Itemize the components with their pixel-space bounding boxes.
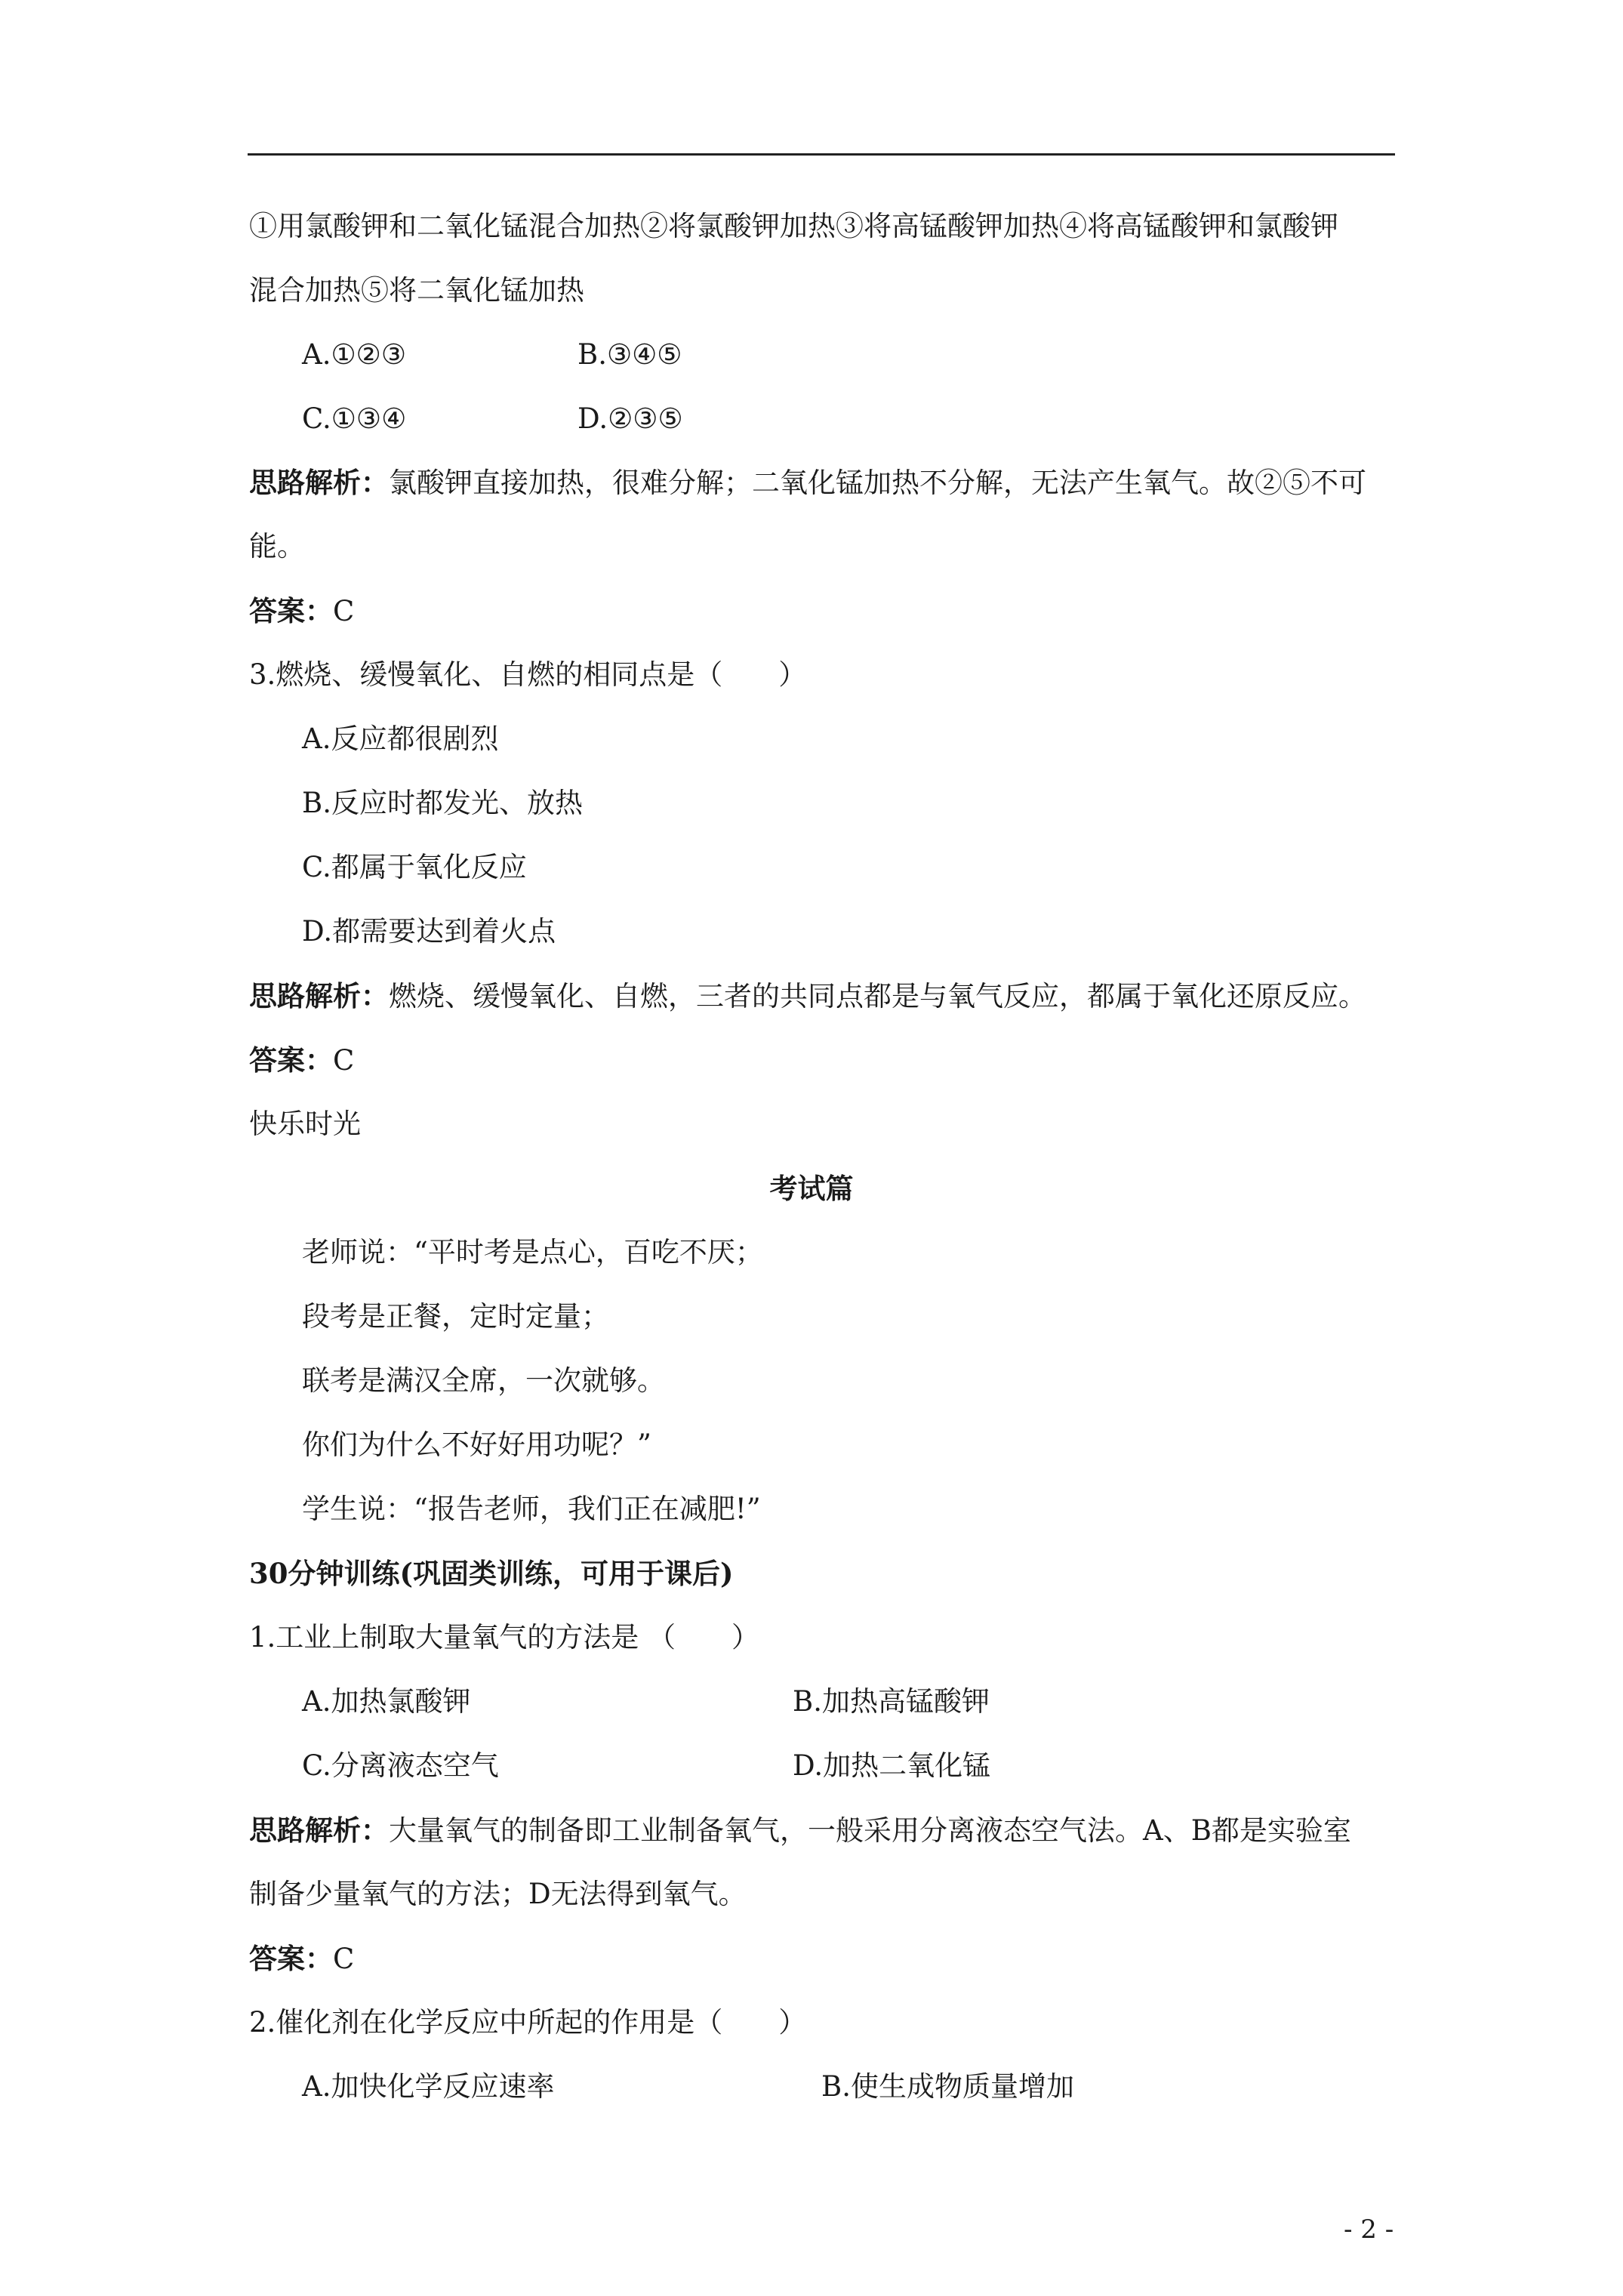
story-line-4: 你们为什么不好好用功呢？” (302, 1428, 651, 1461)
q3-option-d: D.都需要达到着火点 (302, 915, 556, 948)
s1-analysis-line-1 (249, 1814, 1351, 1848)
page-number: - 2 - (1344, 2214, 1394, 2245)
q2-stem-line-1: ①用氯酸钾和二氧化锰混合加热②将氯酸钾加热③将高锰酸钾加热④将高锰酸钾和氯酸钾 (249, 210, 1338, 242)
analysis-label: 思路解析： (249, 1814, 389, 1847)
q3-answer-value: C (333, 1044, 355, 1077)
s1-stem: 1.工业上制取大量氧气的方法是 （ ） (249, 1621, 760, 1653)
story-line-1: 老师说：“平时考是点心，百吃不厌； (302, 1236, 763, 1268)
q2-option-d: D.②③⑤ (577, 402, 683, 435)
q3-option-b: B.反应时都发光、放热 (302, 787, 583, 819)
q2-stem-line-2: 混合加热⑤将二氧化锰加热 (249, 274, 584, 307)
q3-analysis (249, 979, 1366, 1013)
story-line-5: 学生说：“报告老师，我们正在减肥!” (302, 1493, 761, 1525)
q3-answer (249, 1043, 354, 1077)
story-line-3: 联考是满汉全席，一次就够。 (302, 1364, 665, 1397)
s1-option-a: A.加热氯酸钾 (302, 1685, 471, 1718)
header-rule (248, 153, 1395, 156)
q2-analysis-text: 氯酸钾直接加热，很难分解；二氧化锰加热不分解，无法产生氧气。故②⑤不可 (389, 467, 1366, 499)
s1-option-d: D.加热二氧化锰 (793, 1749, 991, 1782)
q3-analysis-text: 燃烧、缓慢氧化、自燃，三者的共同点都是与氧气反应，都属于氧化还原反应。 (389, 980, 1366, 1012)
s2-option-b: B.使生成物质量增加 (821, 2070, 1074, 2103)
s1-analysis-text: 大量氧气的制备即工业制备氧气，一般采用分离液态空气法。A、B都是实验室 (389, 1814, 1351, 1847)
s1-option-b: B.加热高锰酸钾 (793, 1685, 990, 1718)
q2-option-b: B.③④⑤ (577, 338, 682, 371)
q2-analysis-line-2: 能。 (249, 530, 305, 562)
q3-option-c: C.都属于氧化反应 (302, 851, 527, 883)
q2-option-a: A.①②③ (302, 338, 406, 371)
story-title: 考试篇 (769, 1172, 854, 1205)
answer-label: 答案： (249, 1043, 333, 1077)
q2-analysis-line-1 (249, 466, 1366, 500)
q2-option-c: C.①③④ (302, 402, 407, 435)
s1-answer-value: C (333, 1943, 355, 1975)
s1-analysis-line-2: 制备少量氧气的方法；D无法得到氧气。 (249, 1878, 747, 1910)
happy-time-heading: 快乐时光 (249, 1108, 361, 1140)
s2-stem: 2.催化剂在化学反应中所起的作用是（ ） (249, 2006, 807, 2039)
q3-stem: 3.燃烧、缓慢氧化、自燃的相同点是（ ） (249, 658, 807, 691)
q2-answer-value: C (333, 595, 355, 627)
story-line-2: 段考是正餐，定时定量； (302, 1300, 609, 1333)
s1-answer (249, 1942, 354, 1976)
s1-option-c: C.分离液态空气 (302, 1749, 499, 1782)
s2-option-a: A.加快化学反应速率 (302, 2070, 555, 2103)
q3-option-a: A.反应都很剧烈 (302, 723, 499, 755)
answer-label: 答案： (249, 594, 333, 627)
analysis-label: 思路解析： (249, 979, 389, 1012)
q2-answer (249, 594, 354, 628)
section-heading-30min: 30分钟训练(巩固类训练，可用于课后) (249, 1557, 734, 1590)
analysis-label: 思路解析： (249, 466, 389, 499)
answer-label: 答案： (249, 1942, 333, 1975)
